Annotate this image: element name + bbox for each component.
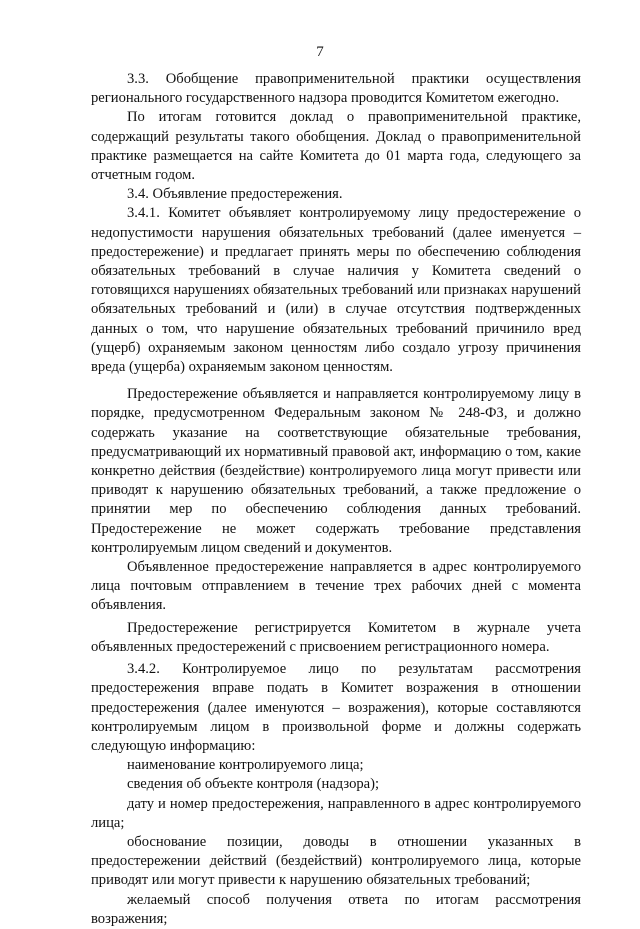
paragraph-warning-delivery: Объявленное предостережение направляется в адрес контролируемого лица почтовым отправлением в течение трех рабочих дней с момента объявления. bbox=[91, 559, 581, 614]
paragraph-report: По итогам готовится доклад о правоприменительной практике, содержащий результаты такого обобщения. Доклад о правоприменительной практике размещается на сайте Комитета до 01 марта года, следующего за отчетным годом. bbox=[91, 109, 581, 184]
list-item-name: наименование контролируемого лица; bbox=[127, 757, 364, 774]
list-item-justification: обоснование позиции, доводы в отношении указанных в предостережении действий (бездействий) контролируемого лица, которые приводят или могут привести к нарушению обязательных требований; bbox=[91, 833, 581, 889]
paragraph-3-4-2: 3.4.2. Контролируемое лицо по результатам рассмотрения предостережения вправе подать в Комитет возражения в отношении предостережения (далее именуются – возражения), которые составляются контролируемым лицом в произвольной форме и должны содержать следующую информацию: bbox=[91, 661, 581, 754]
paragraph-warning-registration: Предостережение регистрируется Комитетом в журнале учета объявленных предостережений с присвоением регистрационного номера. bbox=[91, 619, 581, 655]
list-item-response-method: желаемый способ получения ответа по итогам рассмотрения возражения; bbox=[91, 891, 581, 927]
list-item-date-number: дату и номер предостережения, направленного в адрес контролируемого лица; bbox=[91, 795, 581, 831]
list-item-object: сведения об объекте контроля (надзора); bbox=[127, 776, 380, 793]
page-number: 7 bbox=[316, 44, 324, 60]
paragraph-3-4-1: 3.4.1. Комитет объявляет контролируемому лицу предостережение о недопустимости нарушения обязательных требований (далее именуется – предостережение) и предлагает принять меры по обеспечению соблюдения обязательных требований в случае наличия у Комитета сведений о готовящихся нарушениях обязательных требований или признаках нарушений обязательных требований и (или) в случае отсутствия подтвержденных данных о том, что нарушение обязательных требований причинило вред (ущерб) охраняемым законом ценностям либо создало угрозу причинения вреда (ущерба) охраняемым законом ценностям. bbox=[91, 205, 581, 376]
document-body bbox=[91, 70, 581, 929]
paragraph-warning-procedure: Предостережение объявляется и направляется контролируемому лицу в порядке, предусмотренном Федеральным законом № 248-ФЗ, и должно содержать указание на соответствующие обязательные требования, предусматривающий их нормативный правовой акт, информацию о том, какие конкретно действия (бездействие) контролируемого лица могут привести или приводят к нарушению обязательных требований, а также предложение о принятии мер по обеспечению соблюдения данных требований. Предостережение не может содержать требование представления контролируемым лицом сведений и документов. bbox=[91, 386, 581, 556]
paragraph-3-3: 3.3. Обобщение правоприменительной практики осуществления регионального государственного надзора проводится Комитетом ежегодно. bbox=[91, 71, 581, 107]
paragraph-3-4-heading: 3.4. Объявление предостережения. bbox=[127, 186, 343, 203]
